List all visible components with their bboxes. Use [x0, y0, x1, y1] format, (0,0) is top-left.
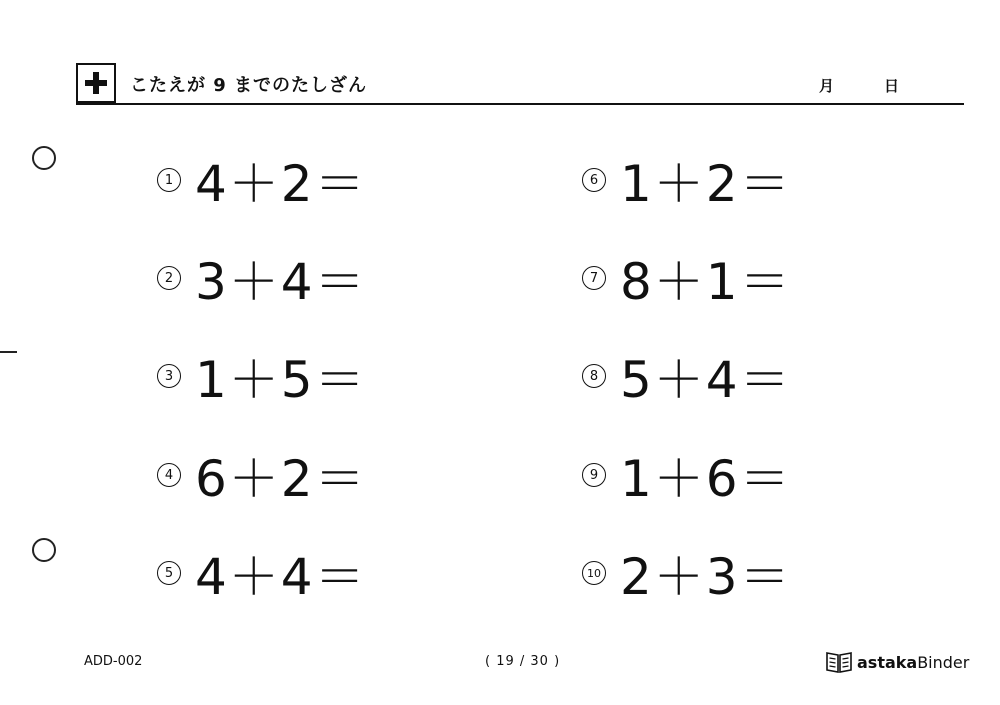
brand-name-bold: astaka — [857, 652, 918, 672]
problem-number: 9 — [582, 463, 606, 487]
problem-expression: 1＋6＝ — [620, 450, 792, 508]
problem-6 — [582, 150, 792, 213]
problem-number: 6 — [582, 168, 606, 192]
problem-number: 7 — [582, 266, 606, 290]
problem-number: 3 — [157, 364, 181, 388]
problem-expression: 5＋4＝ — [620, 351, 792, 409]
center-mark — [0, 351, 17, 353]
problem-number: 1 — [157, 168, 181, 192]
problem-expression: 1＋2＝ — [620, 155, 792, 213]
problem-3 — [157, 346, 367, 409]
problem-9 — [582, 445, 792, 508]
page-indicator: ( 19 / 30 ) — [485, 654, 561, 669]
worksheet-title: こたえが 9 までのたしざん — [130, 75, 368, 96]
problem-expression: 4＋4＝ — [195, 548, 367, 606]
problem-8 — [582, 346, 792, 409]
problem-number: 2 — [157, 266, 181, 290]
worksheet-code: ADD-002 — [84, 654, 143, 669]
worksheet-header — [76, 63, 964, 105]
problem-4 — [157, 445, 367, 508]
problem-7 — [582, 248, 792, 311]
problem-10 — [582, 543, 792, 606]
plus-icon — [76, 63, 116, 103]
problem-expression: 4＋2＝ — [195, 155, 367, 213]
problem-expression: 1＋5＝ — [195, 351, 367, 409]
problem-expression: 3＋4＝ — [195, 253, 367, 311]
month-label: 月 — [819, 77, 835, 95]
brand-name-regular: Binder — [917, 652, 970, 672]
problem-expression: 8＋1＝ — [620, 253, 792, 311]
problem-expression: 2＋3＝ — [620, 548, 792, 606]
brand-logo — [826, 649, 969, 675]
binder-hole-bottom — [32, 538, 56, 562]
problem-1 — [157, 150, 367, 213]
day-label: 日 — [884, 77, 900, 95]
binder-hole-top — [32, 146, 56, 170]
problem-5 — [157, 543, 367, 606]
problem-number: 4 — [157, 463, 181, 487]
problem-expression: 6＋2＝ — [195, 450, 367, 508]
problem-2 — [157, 248, 367, 311]
problem-number: 10 — [582, 561, 606, 585]
problem-number: 8 — [582, 364, 606, 388]
book-icon — [826, 651, 852, 673]
problem-number: 5 — [157, 561, 181, 585]
